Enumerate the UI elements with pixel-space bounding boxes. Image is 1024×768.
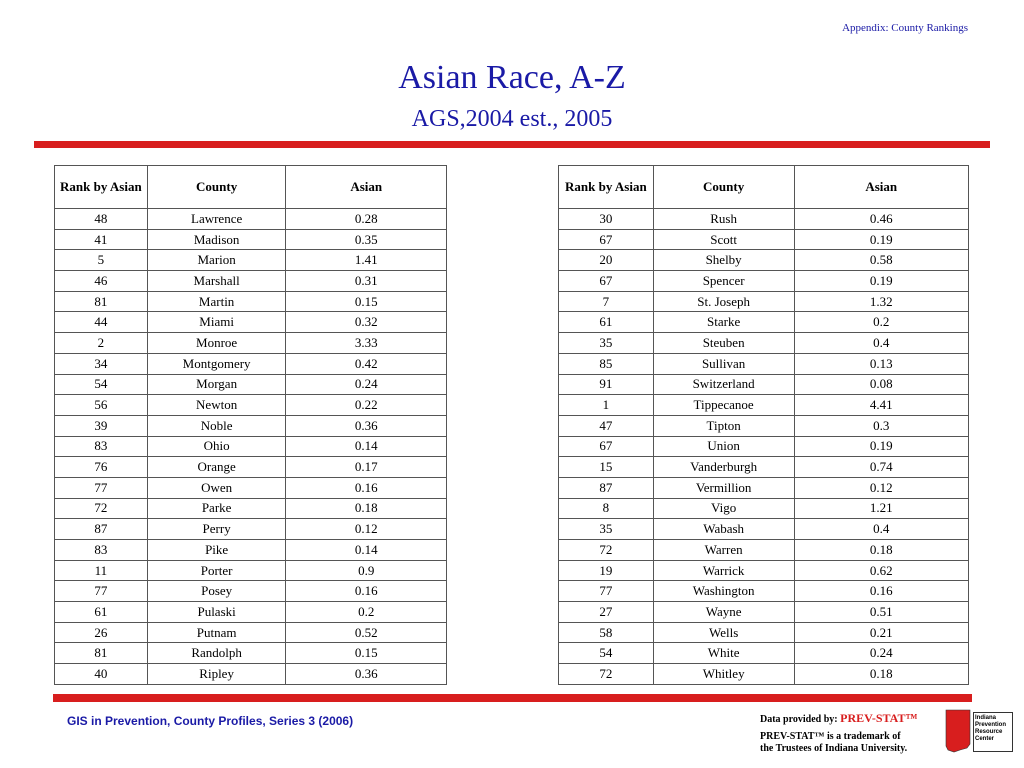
asian-cell: 0.16 [286,477,447,498]
table-row [55,477,447,498]
county-cell: Newton [147,395,286,416]
asian-cell: 0.31 [286,271,447,292]
rank-cell: 15 [559,457,654,478]
rank-cell: 44 [55,312,148,333]
table-row [559,312,969,333]
asian-cell: 0.19 [794,229,969,250]
rank-cell: 67 [559,271,654,292]
rank-cell: 35 [559,519,654,540]
county-cell: Wabash [653,519,794,540]
asian-cell: 0.35 [286,229,447,250]
appendix-label: Appendix: County Rankings [842,22,968,34]
county-column-header: County [147,166,286,209]
table-row [55,250,447,271]
county-cell: Ripley [147,664,286,685]
county-cell: Marshall [147,271,286,292]
rank-cell: 81 [55,291,148,312]
county-cell: Tipton [653,415,794,436]
asian-cell: 0.08 [794,374,969,395]
county-cell: Vermillion [653,477,794,498]
county-cell: Owen [147,477,286,498]
data-provided-by [760,711,917,726]
table-row [55,664,447,685]
county-cell: Warrick [653,560,794,581]
asian-cell: 0.19 [794,436,969,457]
rank-cell: 56 [55,395,148,416]
county-cell: Pulaski [147,602,286,623]
county-cell: Porter [147,560,286,581]
rank-cell: 87 [55,519,148,540]
table-row [559,602,969,623]
rank-cell: 81 [55,643,148,664]
asian-column-header: Asian [794,166,969,209]
rank-cell: 58 [559,622,654,643]
table-row [55,498,447,519]
county-cell: Whitley [653,664,794,685]
county-cell: Orange [147,457,286,478]
rank-cell: 26 [55,622,148,643]
rank-cell: 5 [55,250,148,271]
asian-cell: 0.36 [286,415,447,436]
county-cell: Tippecanoe [653,395,794,416]
county-cell: Randolph [147,643,286,664]
asian-cell: 0.18 [286,498,447,519]
asian-cell: 3.33 [286,333,447,354]
rank-cell: 27 [559,602,654,623]
county-cell: Ohio [147,436,286,457]
asian-cell: 0.62 [794,560,969,581]
county-cell: Parke [147,498,286,519]
rank-cell: 83 [55,540,148,561]
table-row [55,457,447,478]
asian-cell: 0.13 [794,353,969,374]
table-row [55,209,447,230]
asian-cell: 1.32 [794,291,969,312]
table-row [559,664,969,685]
trademark-line-2: the Trustees of Indiana University. [760,743,908,754]
county-cell: Warren [653,540,794,561]
county-cell: Morgan [147,374,286,395]
table-row [559,560,969,581]
county-cell: Madison [147,229,286,250]
asian-cell: 0.14 [286,540,447,561]
table-row [559,333,969,354]
county-cell: Pike [147,540,286,561]
asian-cell: 0.12 [286,519,447,540]
table-row [55,436,447,457]
asian-cell: 0.51 [794,602,969,623]
page-title: Asian Race, A-Z [398,59,626,96]
rank-cell: 48 [55,209,148,230]
county-cell: Wells [653,622,794,643]
rank-cell: 2 [55,333,148,354]
rank-cell: 7 [559,291,654,312]
rank-cell: 77 [559,581,654,602]
table-row [55,581,447,602]
asian-cell: 0.2 [286,602,447,623]
table-row [55,312,447,333]
table-row [559,291,969,312]
table-row [55,229,447,250]
table-row [55,395,447,416]
rank-cell: 67 [559,436,654,457]
table-row [559,229,969,250]
rank-cell: 61 [559,312,654,333]
asian-cell: 0.17 [286,457,447,478]
trademark-line-1: PREV-STAT™ is a trademark of [760,731,901,742]
table-row [559,436,969,457]
rank-cell: 91 [559,374,654,395]
table-row [55,333,447,354]
rank-cell: 72 [55,498,148,519]
table-row [559,374,969,395]
table-row [559,395,969,416]
asian-cell: 0.14 [286,436,447,457]
table-row [55,519,447,540]
rank-cell: 8 [559,498,654,519]
rank-cell: 77 [55,581,148,602]
county-cell: Vigo [653,498,794,519]
bottom-red-divider [53,694,972,702]
asian-cell: 0.18 [794,664,969,685]
table-row [55,540,447,561]
county-cell: Washington [653,581,794,602]
table-header-row [55,166,447,209]
indiana-state-icon [940,708,976,754]
asian-cell: 0.2 [794,312,969,333]
asian-cell: 0.24 [794,643,969,664]
rank-cell: 76 [55,457,148,478]
asian-cell: 0.16 [794,581,969,602]
asian-cell: 0.32 [286,312,447,333]
county-cell: Perry [147,519,286,540]
asian-cell: 0.36 [286,664,447,685]
asian-column-header: Asian [286,166,447,209]
iprc-logo [940,708,1016,754]
table-row [55,602,447,623]
rank-cell: 19 [559,560,654,581]
rank-cell: 77 [55,477,148,498]
rank-cell: 54 [559,643,654,664]
county-cell: Scott [653,229,794,250]
asian-cell: 1.21 [794,498,969,519]
asian-cell: 0.4 [794,519,969,540]
county-table-left [54,165,447,685]
prev-stat-brand: PREV-STAT™ [840,711,918,725]
table-row [559,581,969,602]
rank-cell: 83 [55,436,148,457]
asian-cell: 0.15 [286,643,447,664]
table-row [559,540,969,561]
county-cell: Monroe [147,333,286,354]
county-cell: Putnam [147,622,286,643]
table-row [55,622,447,643]
table-row [55,374,447,395]
county-table-right [558,165,969,685]
county-cell: Noble [147,415,286,436]
table-header-row [559,166,969,209]
asian-cell: 0.46 [794,209,969,230]
county-cell: Rush [653,209,794,230]
rank-cell: 20 [559,250,654,271]
county-cell: White [653,643,794,664]
county-cell: Spencer [653,271,794,292]
table-row [55,643,447,664]
asian-cell: 0.15 [286,291,447,312]
rank-cell: 34 [55,353,148,374]
rank-cell: 72 [559,664,654,685]
provided-label: Data provided by: [760,714,838,725]
asian-cell: 0.74 [794,457,969,478]
table-row [55,353,447,374]
asian-cell: 0.9 [286,560,447,581]
asian-cell: 0.22 [286,395,447,416]
rank-cell: 35 [559,333,654,354]
table-row [559,209,969,230]
asian-cell: 0.28 [286,209,447,230]
county-cell: St. Joseph [653,291,794,312]
table-row [559,622,969,643]
page-subtitle: AGS,2004 est., 2005 [411,106,613,132]
rank-cell: 39 [55,415,148,436]
county-cell: Sullivan [653,353,794,374]
asian-cell: 0.21 [794,622,969,643]
table-row [559,271,969,292]
county-cell: Martin [147,291,286,312]
footer-series-label: GIS in Prevention, County Profiles, Series 3 (2006) [67,714,354,728]
county-cell: Lawrence [147,209,286,230]
asian-cell: 0.52 [286,622,447,643]
asian-cell: 0.3 [794,415,969,436]
table-row [55,415,447,436]
rank-cell: 41 [55,229,148,250]
asian-cell: 0.16 [286,581,447,602]
county-cell: Marion [147,250,286,271]
county-column-header: County [653,166,794,209]
table-row [55,560,447,581]
trademark-notice [760,731,935,755]
table-row [559,457,969,478]
rank-cell: 30 [559,209,654,230]
rank-cell: 11 [55,560,148,581]
rank-cell: 85 [559,353,654,374]
rank-column-header: Rank by Asian [559,166,654,209]
asian-cell: 0.24 [286,374,447,395]
rank-cell: 40 [55,664,148,685]
county-cell: Vanderburgh [653,457,794,478]
rank-cell: 87 [559,477,654,498]
asian-cell: 0.4 [794,333,969,354]
rank-cell: 47 [559,415,654,436]
top-red-divider [34,141,990,148]
table-row [559,519,969,540]
asian-cell: 0.18 [794,540,969,561]
asian-cell: 0.19 [794,271,969,292]
table-row [559,498,969,519]
county-cell: Shelby [653,250,794,271]
rank-cell: 67 [559,229,654,250]
rank-cell: 1 [559,395,654,416]
table-row [55,271,447,292]
rank-cell: 72 [559,540,654,561]
table-row [559,477,969,498]
rank-column-header: Rank by Asian [55,166,148,209]
table-row [55,291,447,312]
county-cell: Wayne [653,602,794,623]
table-row [559,250,969,271]
asian-cell: 0.12 [794,477,969,498]
table-row [559,353,969,374]
asian-cell: 0.42 [286,353,447,374]
logo-text: Indiana Prevention Resource Center [973,712,1013,752]
table-row [559,643,969,664]
county-cell: Montgomery [147,353,286,374]
county-cell: Steuben [653,333,794,354]
county-cell: Posey [147,581,286,602]
county-cell: Starke [653,312,794,333]
asian-cell: 4.41 [794,395,969,416]
asian-cell: 1.41 [286,250,447,271]
rank-cell: 61 [55,602,148,623]
asian-cell: 0.58 [794,250,969,271]
rank-cell: 46 [55,271,148,292]
rank-cell: 54 [55,374,148,395]
county-cell: Switzerland [653,374,794,395]
table-row [559,415,969,436]
county-cell: Miami [147,312,286,333]
county-cell: Union [653,436,794,457]
